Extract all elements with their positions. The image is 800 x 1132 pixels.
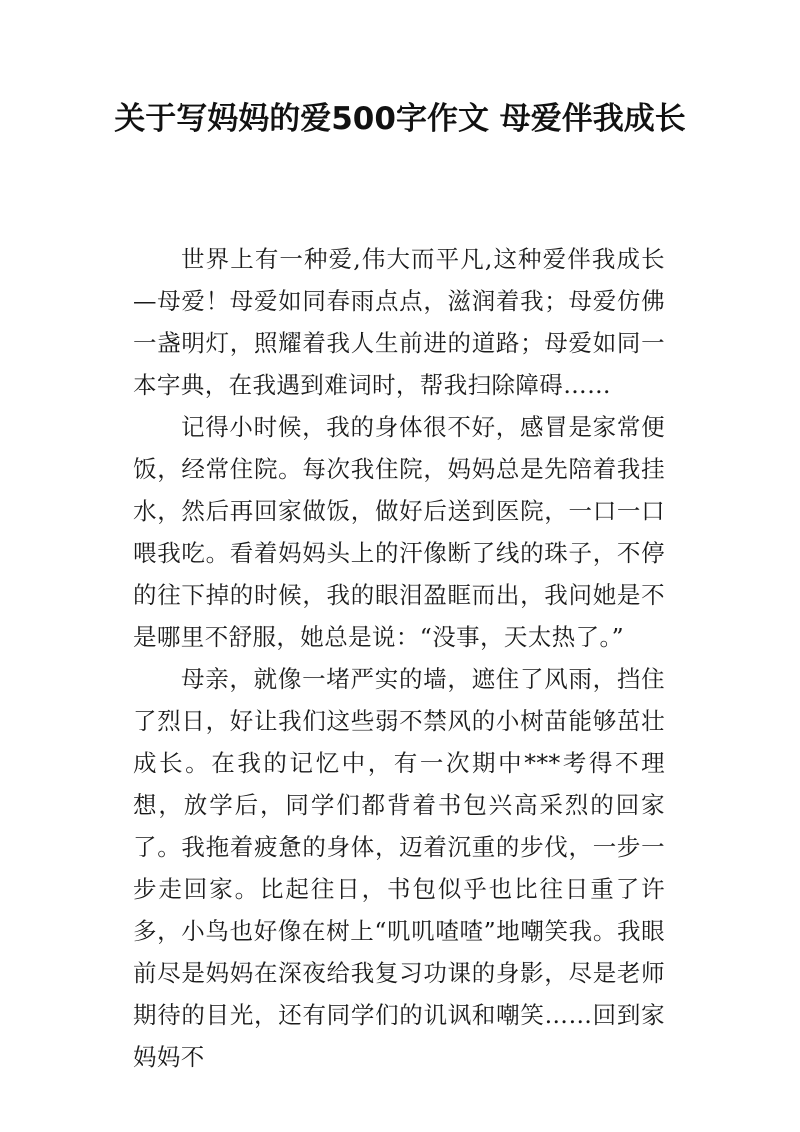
paragraph-2: 记得小时候，我的身体很不好，感冒是家常便饭，经常住院。每次我住院，妈妈总是先陪着我挂水，然后再回家做饭，做好后送到医院，一口一口喂我吃。看着妈妈头上的汗像断了线的珠子，不停的往下掉的时候，我的眼泪盈眶而出，我问她是不是哪里不舒服，她总是说：“没事，天太热了。”	[133, 413, 665, 651]
document-title: 关于写妈妈的爱500字作文 母爱伴我成长	[114, 101, 686, 137]
paragraph-1: 世界上有一种爱,伟大而平凡,这种爱伴我成长—母爱！母爱如同春雨点点，滋润着我；母爱仿佛一盏明灯，照耀着我人生前进的道路；母爱如同一本字典，在我遇到难词时，帮我扫除障碍……	[133, 245, 665, 399]
paragraph-3: 母亲，就像一堵严实的墙，遮住了风雨，挡住了烈日，好让我们这些弱不禁风的小树苗能够茁壮成长。在我的记忆中，有一次期中***考得不理想，放学后，同学们都背着书包兴高采烈的回家了。我拖着疲惫的身体，迈着沉重的步伐，一步一步走回家。比起往日，书包似乎也比往日重了许多，小鸟也好像在树上“叽叽喳喳”地嘲笑我。我眼前尽是妈妈在深夜给我复习功课的身影，尽是老师期待的目光，还有同学们的讥讽和嘲笑……回到家妈妈不	[133, 665, 665, 1071]
document-body	[133, 238, 665, 1078]
